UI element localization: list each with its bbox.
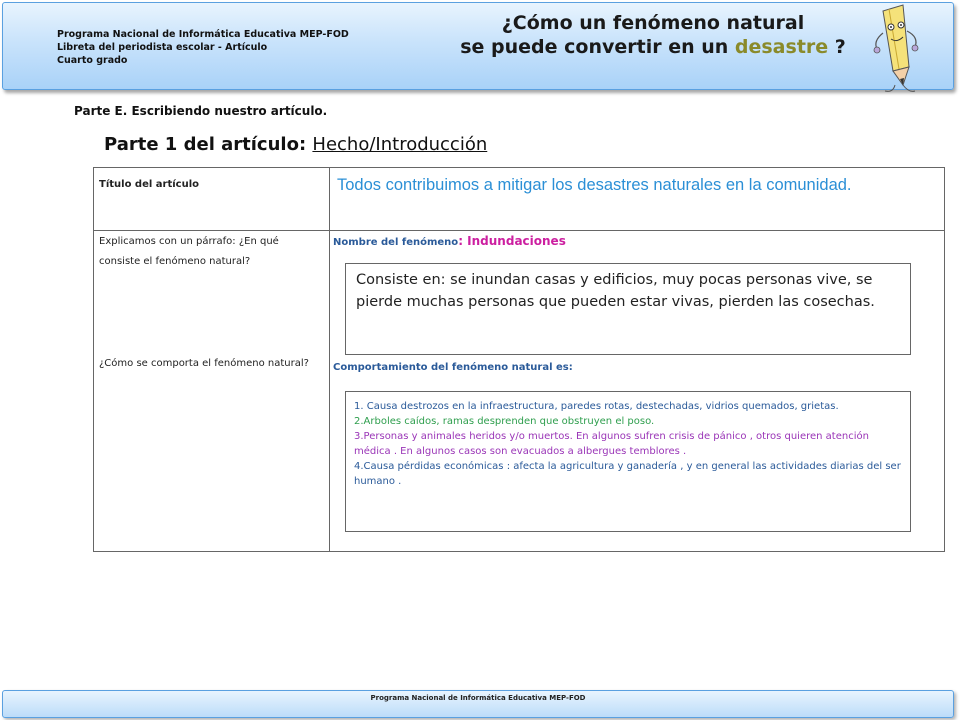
page-title	[443, 11, 863, 59]
footer-banner	[2, 690, 954, 718]
title-line-2	[443, 35, 863, 59]
row-divider	[94, 230, 944, 231]
consiste-text: Consiste en: se inundan casas y edificios, muy pocas personas vive, se pierde muchas personas que pueden estar vivas, pierden las cosechas.	[356, 272, 875, 310]
phenomenon-value: : Indundaciones	[458, 234, 566, 248]
phenomenon-label: Nombre del fenómeno	[333, 237, 459, 248]
pencil-mascot-icon	[863, 3, 943, 95]
article-title-value: Todos contribuimos a mitigar los desastres naturales en la comunidad.	[337, 176, 852, 194]
part-heading-label: Parte 1 del artículo:	[104, 134, 313, 155]
section-heading: Parte E. Escribiendo nuestro artículo.	[74, 104, 328, 118]
behavior-item: 2.Arboles caídos, ramas desprenden que obstruyen el poso.	[354, 416, 655, 427]
title-line-2-end: ?	[828, 36, 846, 58]
program-info	[57, 28, 349, 67]
notebook-name: Libreta del periodista escolar - Artículo	[57, 42, 268, 53]
part-heading	[104, 134, 487, 155]
phenomenon-name	[333, 234, 566, 248]
title-line-1: ¿Cómo un fenómeno natural	[501, 12, 805, 34]
program-name: Programa Nacional de Informática Educativa MEP-FOD	[57, 29, 349, 40]
article-table	[93, 167, 945, 552]
consiste-box	[345, 263, 911, 355]
footer-text: Programa Nacional de Informática Educativa MEP-FOD	[370, 694, 586, 702]
question-behavior: ¿Cómo se comporta el fenómeno natural?	[99, 358, 309, 369]
behavior-item: 4.Causa pérdidas económicas : afecta la agricultura y ganadería , y en general las actividades diarias del ser humano .	[354, 461, 901, 487]
question-phenomenon: Explicamos con un párrafo: ¿En qué consiste el fenómeno natural?	[99, 236, 279, 267]
behavior-label: Comportamiento del fenómeno natural es:	[333, 362, 573, 373]
grade-level: Cuarto grado	[57, 55, 128, 66]
title-line-2-start: se puede convertir en un	[460, 36, 735, 58]
behavior-item: 1. Causa destrozos en la infraestructura, paredes rotas, destechadas, vidrios quemados, grietas.	[354, 401, 839, 412]
part-heading-topic: Hecho/Introducción	[312, 134, 488, 155]
article-title-label: Título del artículo	[99, 179, 200, 190]
behavior-item: 3.Personas y animales heridos y/o muertos. En algunos sufren crisis de pánico , otros quieren atención médica . En algunos casos son evacuados a albergues temblores .	[354, 431, 869, 457]
header-banner	[2, 2, 954, 90]
behavior-list	[346, 392, 910, 496]
title-highlight: desastre	[734, 36, 829, 58]
behavior-box	[345, 391, 911, 532]
column-divider	[329, 168, 330, 551]
